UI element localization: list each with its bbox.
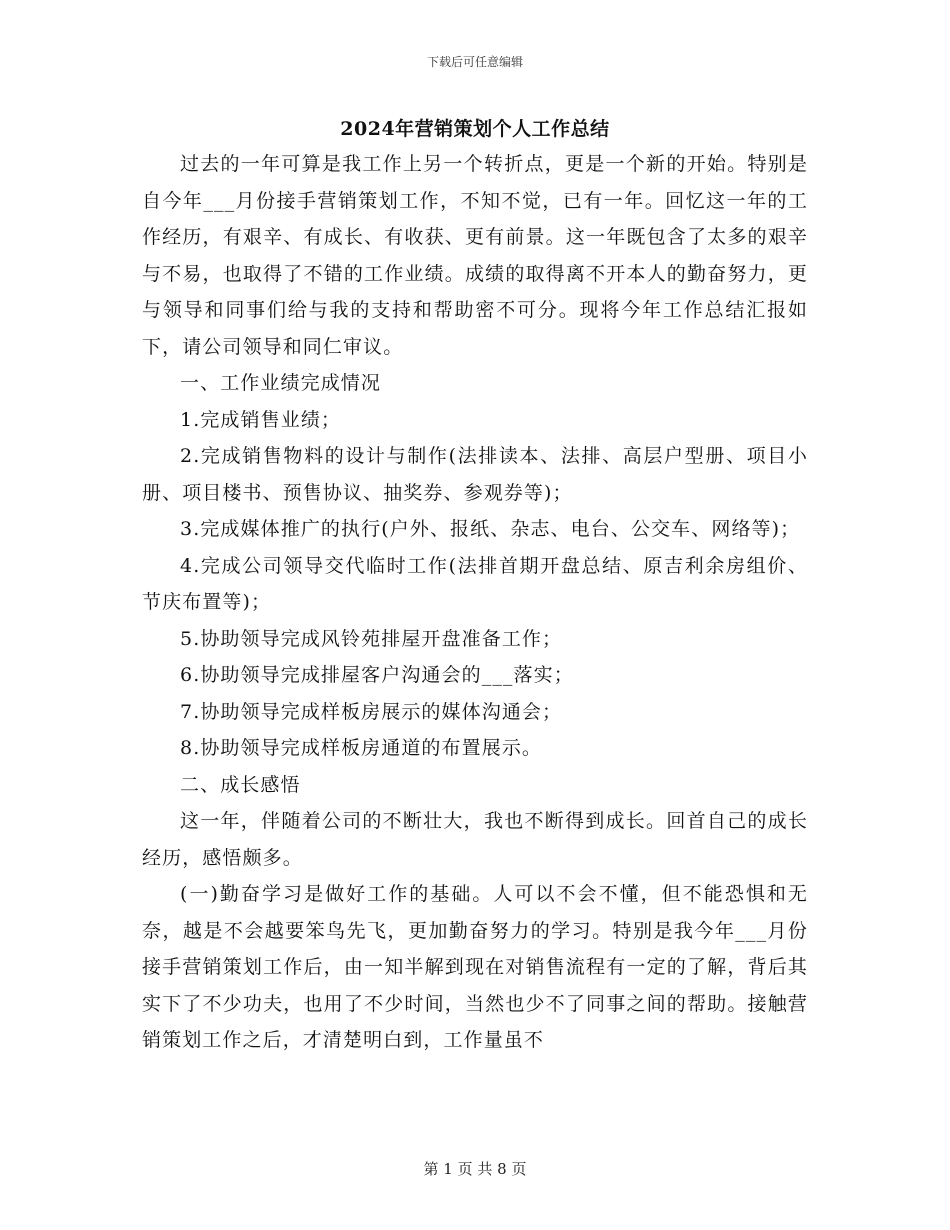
growth-paragraph: 这一年，伴随着公司的不断壮大，我也不断得到成长。回首自己的成长经历，感悟颇多。 <box>142 810 808 869</box>
list-item: 6.协助领导完成排屋客户沟通会的___落实； <box>180 664 574 686</box>
section-heading-growth: 二、成长感悟 <box>180 773 301 796</box>
document-title: 2024年营销策划个人工作总结 <box>340 118 610 140</box>
intro-paragraph: 过去的一年可算是我工作上另一个转折点，更是一个新的开始。特别是自今年___月份接手营销策划工作，不知不觉，已有一年。回忆这一年的工作经历，有艰辛、有成长、有收获、更有前景。这一年既包含了太多的艰辛与不易，也取得了不错的工作业绩。成绩的取得离不开本人的勤奋努力，更与领导和同事们给与我的支持和帮助密不可分。现将今年工作总结汇报如下，请公司领导和同仁审议。 <box>142 153 808 358</box>
document-body <box>142 146 808 1059</box>
list-item: 3.完成媒体推广的执行(户外、报纸、杂志、电台、公交车、网络等)； <box>180 518 801 540</box>
page-header: 下载后可任意编辑 <box>426 55 523 69</box>
study-paragraph: (一)勤奋学习是做好工作的基础。人可以不会不懂，但不能恐惧和无奈，越是不会越要笨鸟先飞，更加勤奋努力的学习。特别是我今年___月份接手营销策划工作后，由一知半解到现在对销售流程有一定的了解，背后其实下了不少功夫，也用了不少时间，当然也少不了同事之间的帮助。接触营销策划工作之后，才清楚明白到，工作量虽不 <box>142 883 808 1051</box>
list-item: 1.完成销售业绩； <box>180 408 342 431</box>
list-item: 8.协助领导完成样板房通道的布置展示。 <box>180 737 543 759</box>
list-item: 5.协助领导完成风铃苑排屋开盘准备工作； <box>180 627 563 650</box>
list-item: 7.协助领导完成样板房展示的媒体沟通会； <box>180 700 563 723</box>
page-number: 第 1 页 共 8 页 <box>423 1160 527 1178</box>
list-item: 4.完成公司领导交代临时工作(法排首期开盘总结、原吉利余房组价、节庆布置等)； <box>142 554 808 613</box>
section-heading-performance: 一、工作业绩完成情况 <box>180 372 382 394</box>
list-item: 2.完成销售物料的设计与制作(法排读本、法排、高层户型册、项目小册、项目楼书、预售协议、抽奖券、参观券等)； <box>142 445 808 504</box>
